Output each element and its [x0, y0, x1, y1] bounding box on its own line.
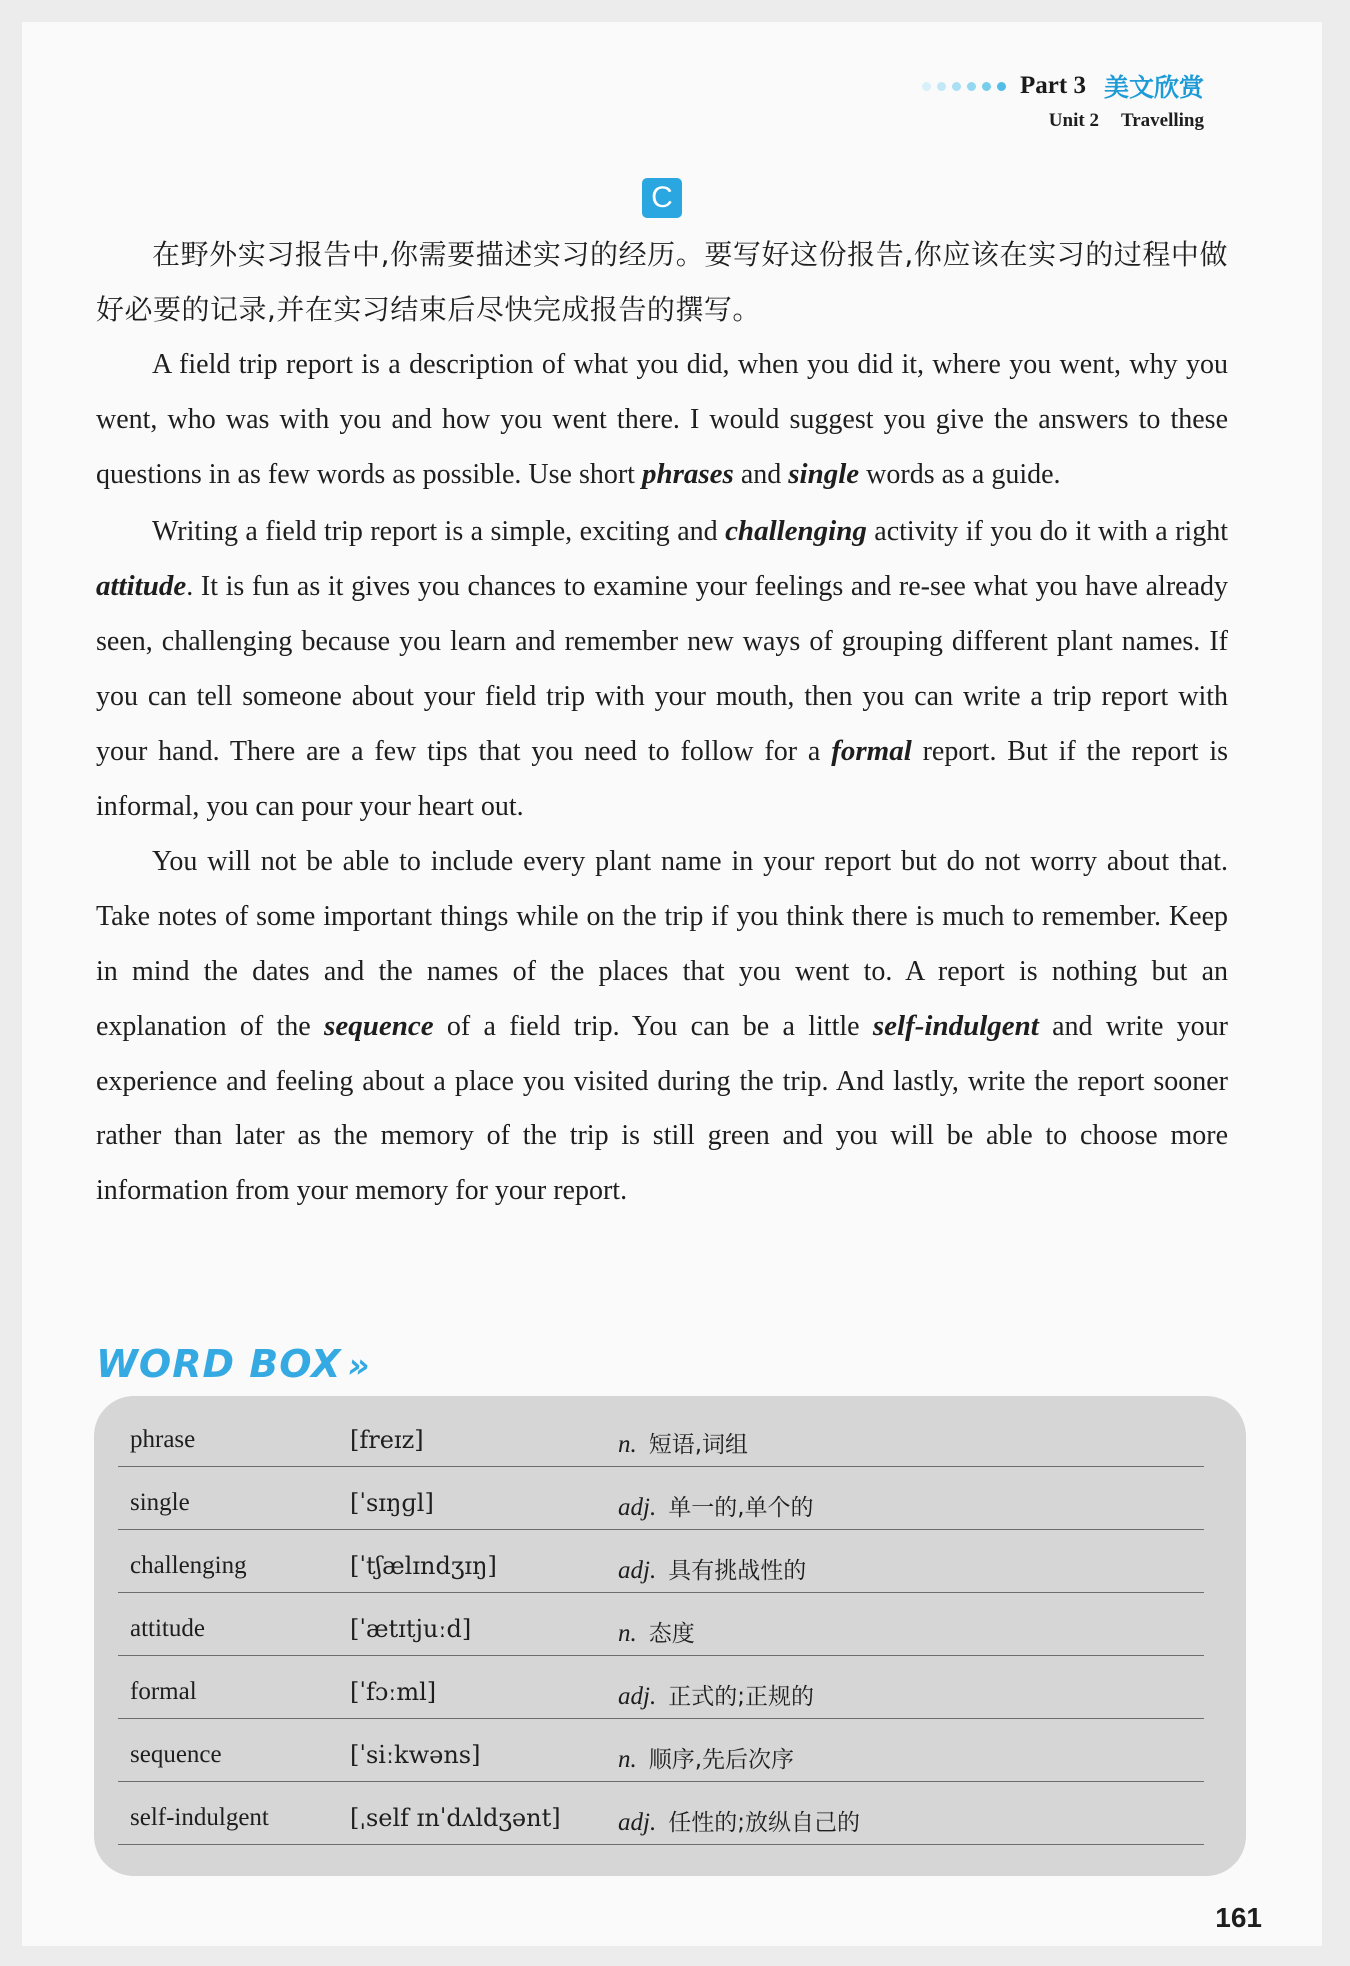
section-badge: C [642, 178, 682, 218]
word-entry [118, 1656, 1204, 1719]
keyword-sequence: sequence [324, 1010, 434, 1043]
keyword-challenging: challenging [725, 514, 867, 547]
meaning: 顺序,先后次序 [648, 1747, 795, 1773]
part-of-speech: adj. [618, 1683, 657, 1710]
phonetic: [ˌself ɪnˈdʌldʒənt] [350, 1804, 561, 1832]
meaning: 短语,词组 [648, 1432, 749, 1458]
part-of-speech: n. [618, 1746, 637, 1773]
unit-label: Unit 2 [1048, 110, 1099, 131]
meaning: 单一的,单个的 [668, 1495, 814, 1521]
phonetic: [ˈsɪŋɡl] [350, 1489, 434, 1517]
part-chinese-title: 美文欣赏 [1103, 73, 1204, 102]
dot-icon [967, 82, 976, 91]
meaning: 正式的;正规的 [668, 1684, 814, 1710]
chinese-intro: 在野外实习报告中,你需要描述实习的经历。要写好这份报告,你应该在实习的过程中做好必要的记录,并在实习结束后尽快完成报告的撰写。 [96, 238, 1228, 326]
word-entry [118, 1593, 1204, 1656]
keyword-single: single [788, 458, 860, 491]
meaning: 态度 [648, 1621, 695, 1647]
keyword-phrases: phrases [641, 458, 734, 491]
article-body [96, 227, 1228, 1219]
page-header [922, 68, 1204, 132]
paragraph-1 [96, 338, 1228, 503]
definition [618, 1741, 794, 1774]
textbook-page [22, 22, 1322, 1946]
word: phrase [130, 1426, 196, 1453]
header-unit-line [922, 110, 1204, 132]
keyword-self-indulgent: self-indulgent [872, 1010, 1039, 1043]
keyword-formal: formal [831, 735, 912, 768]
phonetic: [ˈsiːkwəns] [350, 1741, 481, 1769]
word-entry [118, 1719, 1204, 1782]
text: and write your experience and feeling about a place you visited during the trip. And lastly, write the report sooner rather than later as the memory of the trip is still green and you will be able to choose more information from your memory for your report. [96, 1011, 1228, 1206]
text: You will not be able to include every plant name in your report but do not worry about that. Take notes of some important things while on the trip if you think there is much to remember. Keep in mind the dates and the names of the places that you went to. A report is nothing but an explanation of the [96, 846, 1228, 1043]
word-box [94, 1396, 1246, 1876]
part-of-speech: adj. [618, 1494, 657, 1521]
text: A field trip report is a description of what you did, when you did it, where you went, why you went, who was with you and how you went there. I would suggest you give the answers to these questions in as few words as possible. Use short [96, 349, 1228, 491]
decorative-dots [922, 82, 1006, 91]
word: challenging [130, 1552, 247, 1579]
meaning: 具有挑战性的 [668, 1558, 807, 1584]
part-of-speech: n. [618, 1620, 637, 1647]
definition [618, 1804, 860, 1837]
header-part-line [922, 68, 1204, 104]
definition [618, 1426, 748, 1459]
part-of-speech: n. [618, 1431, 637, 1458]
dot-icon [982, 82, 991, 91]
word: single [130, 1489, 190, 1516]
word-entry [118, 1404, 1204, 1467]
text: words as a guide. [859, 459, 1061, 491]
definition [618, 1552, 806, 1585]
word-box-title-text: WORD BOX [96, 1342, 342, 1386]
text: and [733, 459, 789, 491]
word-box-title [96, 1342, 371, 1386]
meaning: 任性的;放纵自己的 [668, 1810, 860, 1836]
word-entry [118, 1782, 1204, 1845]
part-of-speech: adj. [618, 1557, 657, 1584]
dot-icon [937, 82, 946, 91]
keyword-attitude: attitude [96, 570, 187, 603]
word-entry [118, 1467, 1204, 1530]
dot-icon [952, 82, 961, 91]
definition [618, 1489, 814, 1522]
chevron-right-icon: » [347, 1346, 371, 1386]
unit-topic: Travelling [1120, 110, 1204, 131]
definition [618, 1615, 695, 1648]
part-label: Part 3 [1020, 72, 1086, 99]
text: Writing a field trip report is a simple, exciting and [152, 515, 726, 547]
page-number: 161 [1215, 1902, 1262, 1933]
definition [618, 1678, 814, 1711]
paragraph-3 [96, 835, 1228, 1218]
phonetic: [ˈtʃælɪndʒɪŋ] [350, 1552, 497, 1580]
phonetic: [ˈfɔːml] [350, 1678, 437, 1706]
phonetic: [ˈætɪtjuːd] [350, 1615, 472, 1643]
word: self-indulgent [130, 1804, 269, 1831]
text: report. But if the report is informal, you can pour your heart out. [96, 736, 1228, 822]
text: . It is fun as it gives you chances to examine your feelings and re-see what you have already seen, challenging because you learn and remember new ways of grouping different plant names. If you can tell someone about your field trip with your mouth, then you can write a trip report with your hand. There are a few tips that you need to follow for a [96, 571, 1228, 768]
dot-icon [922, 82, 931, 91]
word-entry [118, 1530, 1204, 1593]
word: attitude [130, 1615, 205, 1642]
part-of-speech: adj. [618, 1809, 657, 1836]
word: formal [130, 1678, 197, 1705]
paragraph-2 [96, 504, 1228, 835]
dot-icon [997, 82, 1006, 91]
word: sequence [130, 1741, 222, 1768]
text: of a field trip. You can be a little [433, 1011, 873, 1043]
text: activity if you do it with a right [866, 515, 1228, 547]
phonetic: [freɪz] [350, 1426, 424, 1454]
